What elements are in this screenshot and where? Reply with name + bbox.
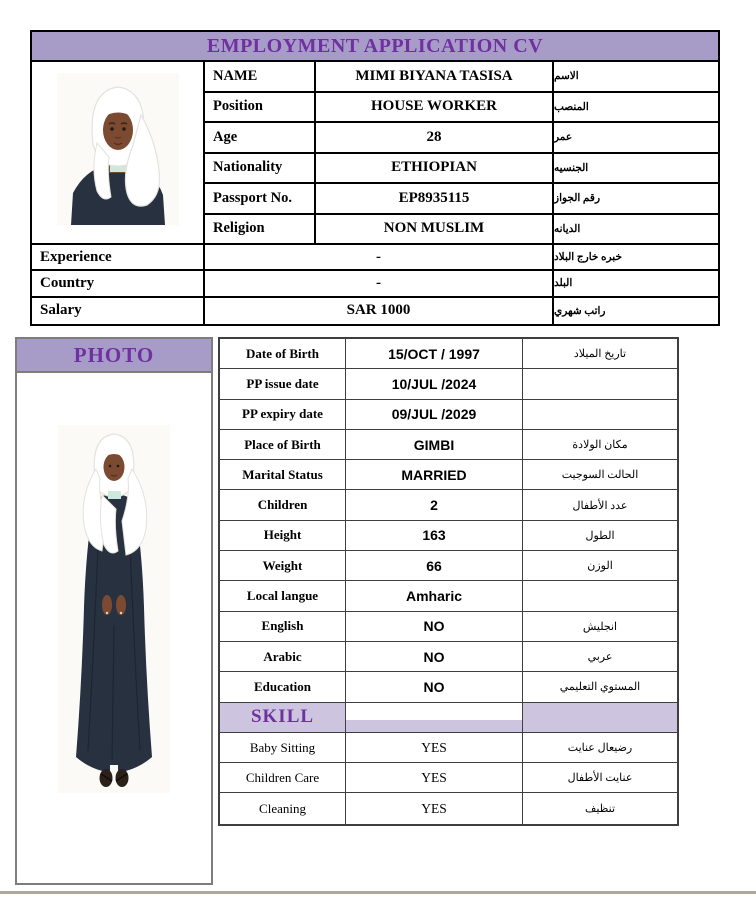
field-label: NAME xyxy=(205,62,316,93)
field-value: ETHIOPIAN xyxy=(316,154,554,185)
detail-arabic: تاريخ الميلاد xyxy=(523,339,677,369)
photo-panel xyxy=(15,337,213,885)
skill-white-field xyxy=(346,703,522,720)
field-value: - xyxy=(205,245,554,271)
detail-arabic: الحالت السوجيت xyxy=(523,460,677,490)
field-label: Passport No. xyxy=(205,184,316,215)
field-value: - xyxy=(205,271,554,297)
detail-value: Amharic xyxy=(346,581,523,611)
field-label: Country xyxy=(32,271,205,297)
bottom-divider-bar xyxy=(0,891,756,894)
page-title: EMPLOYMENT APPLICATION CV xyxy=(32,32,718,62)
detail-arabic: انجليش xyxy=(523,612,677,642)
field-value: MIMI BIYANA TASISA xyxy=(316,62,554,93)
field-label: Position xyxy=(205,93,316,124)
skill-value: YES xyxy=(346,763,523,793)
field-value: HOUSE WORKER xyxy=(316,93,554,124)
applicant-photo-full xyxy=(58,425,170,793)
skill-header-arabic-cell xyxy=(523,703,677,733)
skill-value: YES xyxy=(346,733,523,763)
field-arabic: البلد xyxy=(554,271,718,297)
detail-value: NO xyxy=(346,642,523,672)
skill-arabic: تنظيف xyxy=(584,803,616,816)
applicant-photo-cell xyxy=(32,62,205,245)
field-arabic: الديانه xyxy=(554,215,718,246)
skill-label: Children Care xyxy=(220,763,346,793)
field-label: Age xyxy=(205,123,316,154)
field-label: Salary xyxy=(32,298,205,324)
detail-label: Marital Status xyxy=(220,460,346,490)
detail-label: Place of Birth xyxy=(220,430,346,460)
applicant-photo xyxy=(57,73,179,225)
detail-arabic: الطول xyxy=(523,521,677,551)
detail-value: NO xyxy=(346,672,523,702)
detail-value: GIMBI xyxy=(346,430,523,460)
detail-arabic xyxy=(523,369,677,399)
skill-header-blank-cell xyxy=(346,703,523,733)
field-label: Experience xyxy=(32,245,205,271)
field-arabic: راتب شهري xyxy=(554,305,606,317)
detail-arabic: الوزن xyxy=(523,551,677,581)
detail-label: Children xyxy=(220,490,346,520)
field-arabic: عمر xyxy=(554,123,718,154)
skill-section-title: SKILL xyxy=(220,703,346,733)
detail-value: 163 xyxy=(346,521,523,551)
field-arabic: المنصب xyxy=(554,93,718,124)
skill-label: Cleaning xyxy=(220,793,346,823)
detail-value: 15/OCT / 1997 xyxy=(346,339,523,369)
detail-label: PP expiry date xyxy=(220,400,346,430)
detail-label: Local langue xyxy=(220,581,346,611)
detail-arabic: المستوي التعليمي xyxy=(523,672,677,702)
skill-arabic: رضيعال عنايت xyxy=(523,733,677,763)
detail-value: MARRIED xyxy=(346,460,523,490)
field-label: Nationality xyxy=(205,154,316,185)
detail-label: Arabic xyxy=(220,642,346,672)
details-table xyxy=(218,337,679,826)
detail-label: English xyxy=(220,612,346,642)
skill-label: Baby Sitting xyxy=(220,733,346,763)
employment-application-table xyxy=(30,30,720,326)
detail-arabic: عدد الأطفال xyxy=(523,490,677,520)
detail-value: 2 xyxy=(346,490,523,520)
field-arabic: الاسم xyxy=(554,62,718,93)
detail-value: NO xyxy=(346,612,523,642)
detail-label: Weight xyxy=(220,551,346,581)
detail-arabic: عربي xyxy=(523,642,677,672)
skill-arabic: عنايت الأطفال xyxy=(523,763,677,793)
detail-value: 66 xyxy=(346,551,523,581)
field-value: NON MUSLIM xyxy=(316,215,554,246)
detail-value: 09/JUL /2029 xyxy=(346,400,523,430)
field-value: 28 xyxy=(316,123,554,154)
field-label: Religion xyxy=(205,215,316,246)
field-value: SAR 1000 xyxy=(205,298,554,324)
detail-label: Education xyxy=(220,672,346,702)
photo-panel-title: PHOTO xyxy=(17,339,211,373)
field-arabic: الجنسيه xyxy=(554,154,718,185)
field-arabic: خبره خارج البلاد xyxy=(554,245,718,271)
photo-panel-body xyxy=(17,373,211,793)
detail-label: PP issue date xyxy=(220,369,346,399)
field-value: EP8935115 xyxy=(316,184,554,215)
detail-arabic: مكان الولادة xyxy=(523,430,677,460)
detail-arabic xyxy=(523,581,677,611)
detail-label: Height xyxy=(220,521,346,551)
detail-value: 10/JUL /2024 xyxy=(346,369,523,399)
skill-value: YES xyxy=(346,793,523,823)
field-arabic: رقم الجواز xyxy=(554,184,718,215)
detail-label: Date of Birth xyxy=(220,339,346,369)
detail-arabic xyxy=(523,400,677,430)
